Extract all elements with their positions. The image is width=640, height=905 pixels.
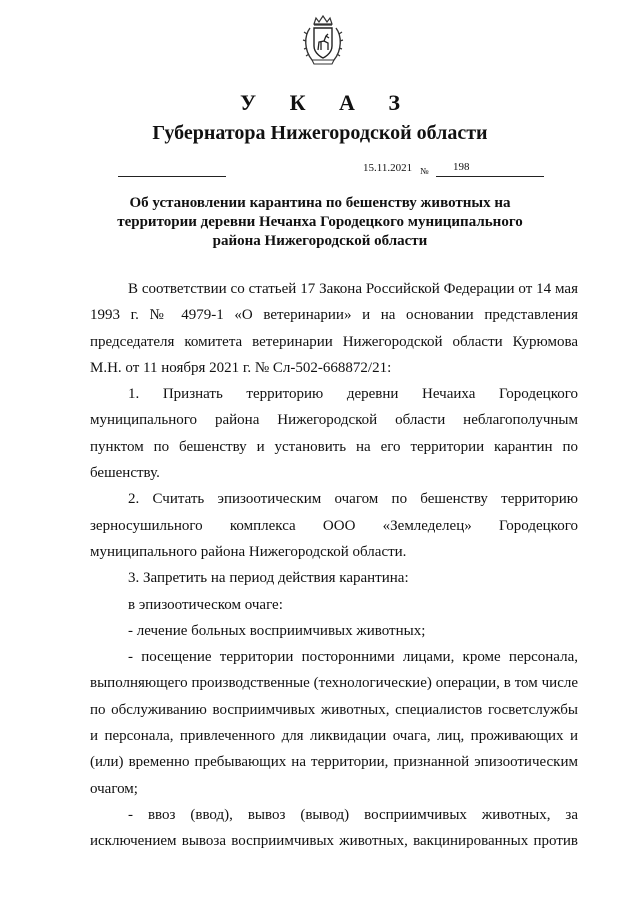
paragraph-item-3: 3. Запретить на период действия карантина: xyxy=(128,570,409,587)
number-underline xyxy=(436,176,544,177)
decree-date: 15.11.2021 xyxy=(363,162,413,174)
decree-issuer: Губернатора Нижегородской области xyxy=(152,122,488,144)
paragraph-ban-transport: - ввоз (ввод), вывоз (вывод) восприимчивых животных, за исключением вывоза восприимчивых животных, вакцинированных против xyxy=(90,806,578,850)
paragraph-preamble: В соответствии со статьей 17 Закона Российской Федерации от 14 мая 1993 г. № 4979-1 «О ветеринарии» и на основании представления председателя комитета ветеринарии Нижегородской области Курюмова М.Н. от 11 ноября 2021 г. № Сл-502-668872/21: xyxy=(90,281,578,376)
heading-line: района Нижегородской области xyxy=(212,233,428,249)
coat-of-arms-emblem xyxy=(302,14,344,68)
paragraph-ban-visits: - посещение территории посторонними лицами, кроме персонала, выполняющего производственные (технологические) операции, в том числе по обслуживанию восприимчивых животных, специалистов госветслужбы и персонала, привлеченного для ликвидации очага, лиц, проживающих и (или) временно пребывающих на территории, признанной эпизоотическим очагом; xyxy=(90,649,578,797)
heading-line: Об установлении карантина по бешенству животных на xyxy=(129,195,511,211)
decree-number: 198 xyxy=(453,161,470,173)
number-sign: № xyxy=(420,166,429,176)
decree-heading xyxy=(90,194,550,251)
blank-line xyxy=(118,176,226,177)
paragraph-ban-treatment: - лечение больных восприимчивых животных; xyxy=(128,622,426,639)
paragraph-item-1: 1. Признать территорию деревни Нечаиха Городецкого муниципального района Нижегородской области неблагополучным пунктом по бешенству и установить на его территории карантин по бешенству. xyxy=(90,386,578,482)
decree-title: У К А З xyxy=(239,90,415,115)
heading-line: территории деревни Нечанха Городецкого муниципального xyxy=(117,214,523,230)
paragraph-item-2: 2. Считать эпизоотическим очагом по бешенству территорию зерносушильного комплекса ООО «Земледелец» Городецкого муниципального района Нижегородской области. xyxy=(90,491,578,560)
paragraph-focus-label: в эпизоотическом очаге: xyxy=(128,596,283,613)
decree-body xyxy=(90,276,578,855)
